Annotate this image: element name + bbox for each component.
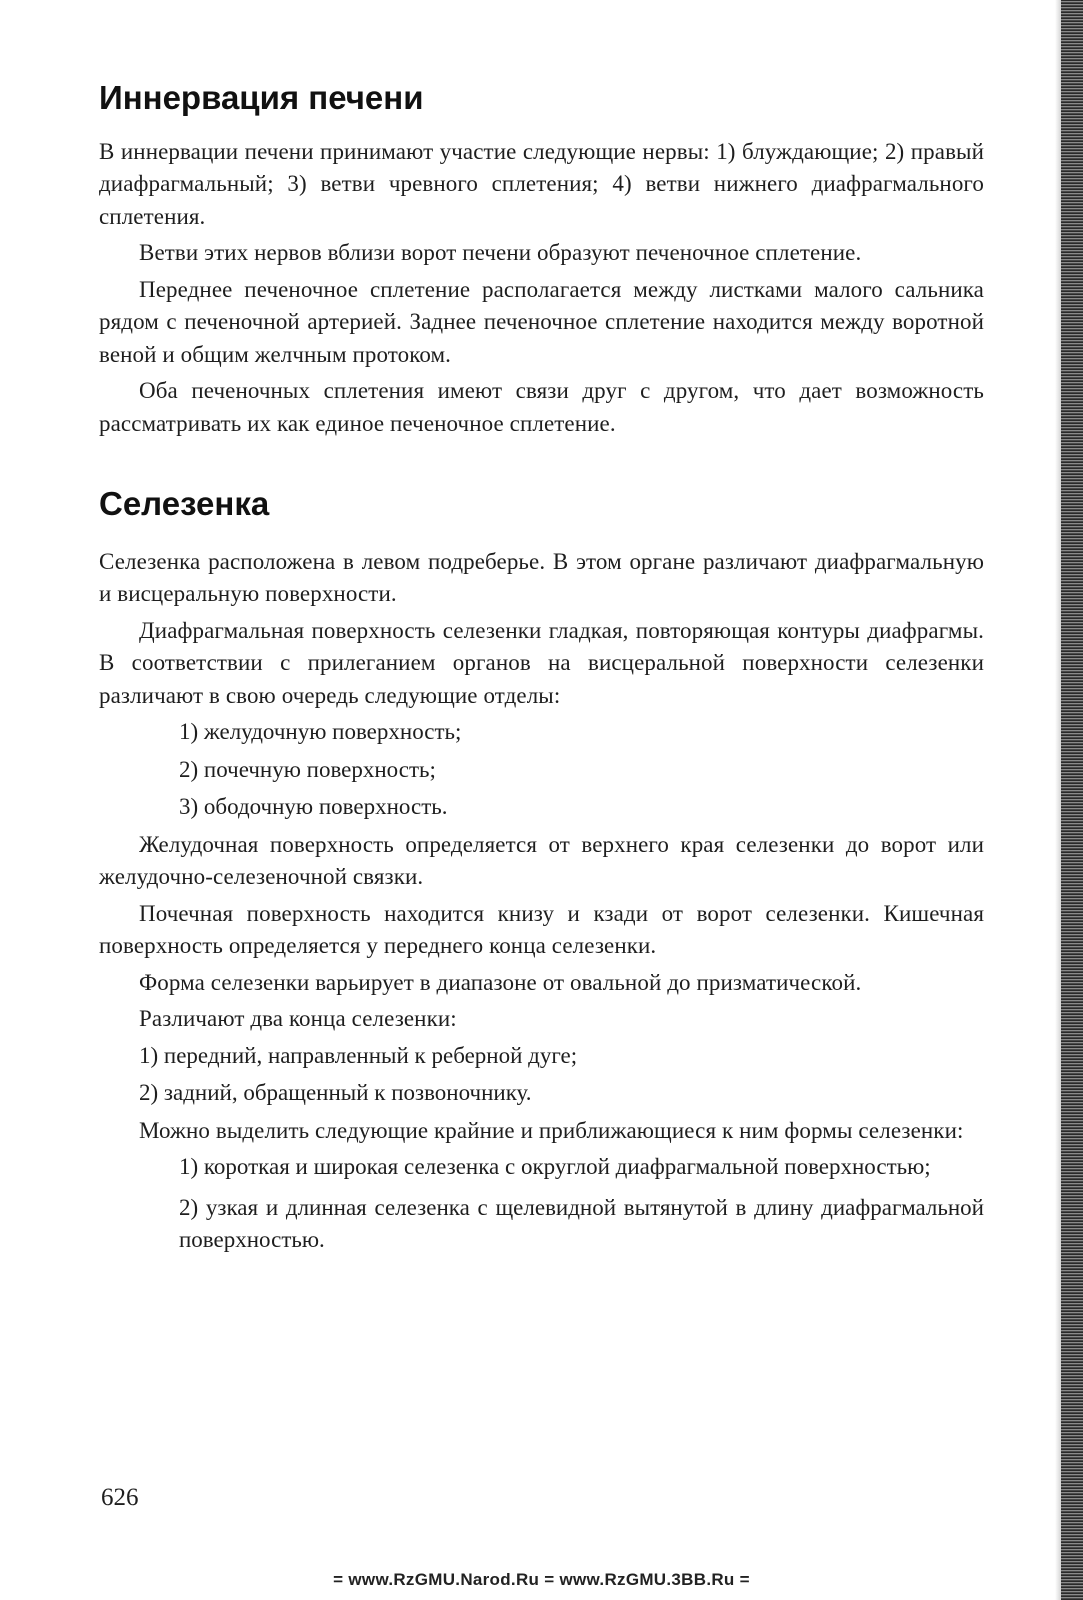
paragraph-spleen-form: Форма селезенки варьирует в диапазоне от овальной до призматической. [139,969,862,995]
footer-watermark: = www.RzGMU.Narod.Ru = www.RzGMU.3BB.Ru = [333,1570,750,1589]
list-item: 1) желудочную поверхность; [179,719,462,745]
section-title-liver-innervation: Иннервация печени [99,79,424,116]
list-spleen-forms [99,1151,984,1257]
list-spleen-ends [99,1040,984,1110]
list-item: 3) ободочную поверхность. [179,794,448,820]
list-item: 2) почечную поверхность; [179,756,436,782]
list-item: 2) задний, обращенный к позвоночнику. [139,1080,532,1106]
list-item: 2) узкая и длинная селезенка с щелевидной вытянутой в длину диафрагмальной поверхностью. [179,1194,984,1253]
paragraph-spleen-intro: Селезенка расположена в левом подреберье. В этом органе различают диафрагмальную и висцеральную поверхности. [99,548,984,607]
page-number: 626 [101,1484,139,1511]
paragraph-anterior-posterior-plexus: Переднее печеночное сплетение располагается между листками малого сальника рядом с печеночной артерией. Заднее печеночное сплетение находится между воротной веной и общим желчным протоком. [99,276,984,367]
paragraph-spleen-ends: Различают два конца селезенки: [139,1006,457,1032]
section-title-spleen: Селезенка [99,485,270,523]
paragraph-renal-surface: Почечная поверхность находится книзу и кзади от ворот селезенки. Кишечная поверхность определяется у переднего конца селезенки. [99,900,984,959]
paragraph-spleen-surfaces: Диафрагмальная поверхность селезенки гладкая, повторяющая контуры диафрагмы. В соответствии с прилеганием органов на висцеральной поверхности селезенки различают в свою очередь следующие отделы: [99,617,984,708]
list-visceral-surfaces [99,716,984,824]
page-content [99,78,984,1265]
page-binding-edge [1061,0,1083,1600]
paragraph-spleen-forms: Можно выделить следующие крайние и приближающиеся к ним формы селезенки: [139,1117,964,1143]
list-item: 1) короткая и широкая селезенка с округлой диафрагмальной поверхностью; [179,1154,931,1180]
paragraph-plexus-connections: Оба печеночных сплетения имеют связи друг с другом, что дает возможность рассматривать их как единое печеночное сплетение. [99,378,984,436]
list-item: 1) передний, направленный к реберной дуге; [139,1042,578,1068]
paragraph-nerves: В иннервации печени принимают участие следующие нервы: 1) блуждающие; 2) правый диафрагмальный; 3) ветви чревного сплетения; 4) ветви нижнего диафрагмального сплетения. [99,138,984,229]
paragraph-gastric-surface: Желудочная поверхность определяется от верхнего края селезенки до ворот или желудочно-селезеночной связки. [99,831,984,890]
paragraph-hepatic-plexus: Ветви этих нервов вблизи ворот печени образуют печеночное сплетение. [139,240,862,266]
